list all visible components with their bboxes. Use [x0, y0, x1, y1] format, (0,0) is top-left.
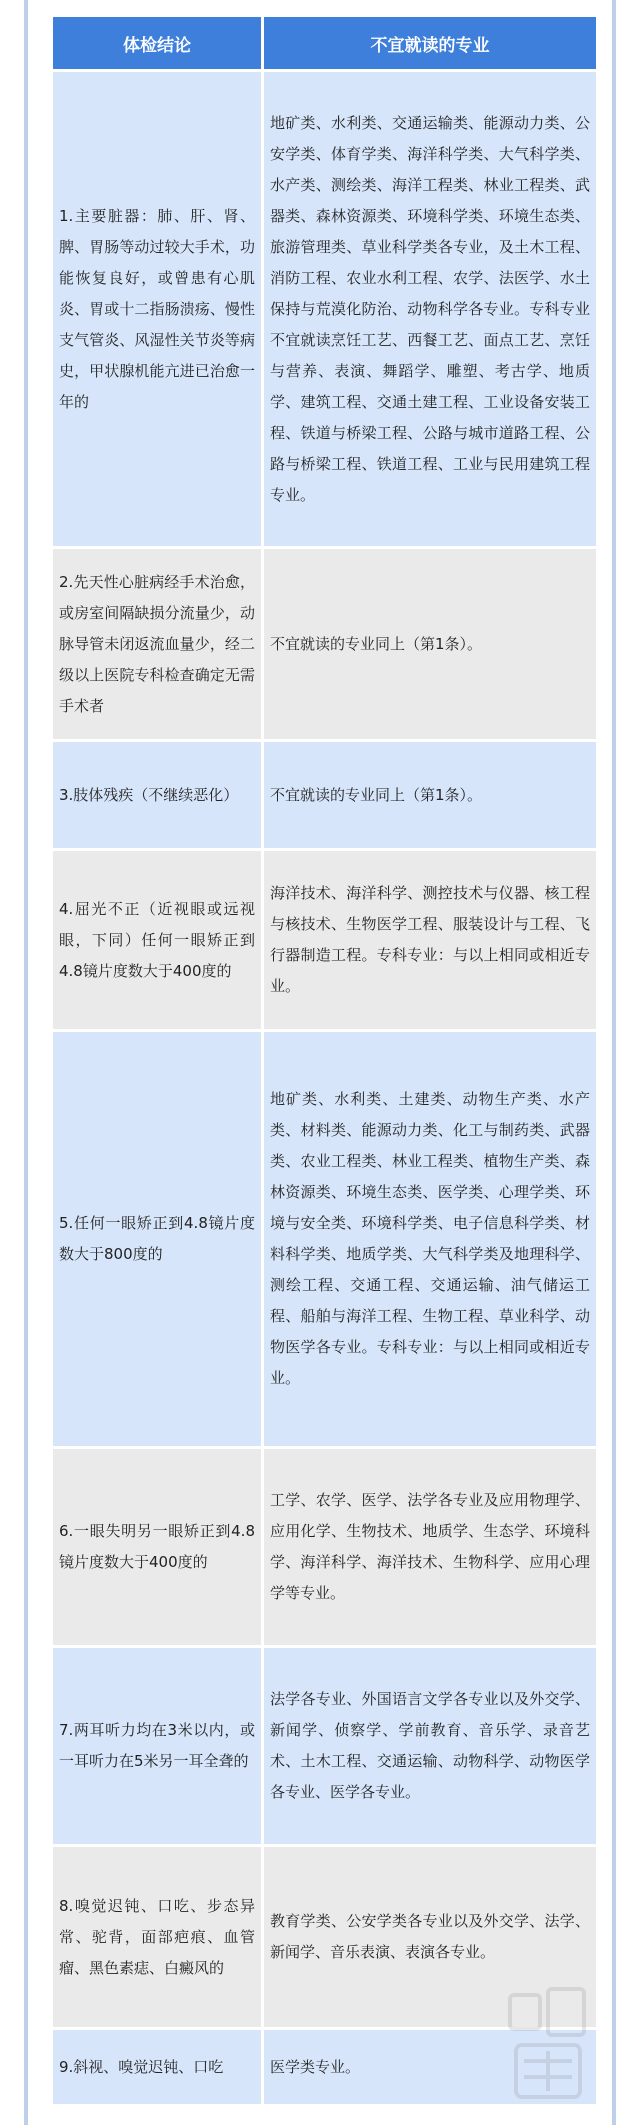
- table-row: [53, 549, 596, 739]
- row-majors: 医学类专业。: [264, 2030, 596, 2104]
- row-conclusion: 2.先天性心脏病经手术治愈，或房室间隔缺损分流量少，动脉导管未闭返流血量少，经二级以上医院专科检查确定无需手术者: [53, 549, 261, 739]
- row-majors: 教育学类、公安学类各专业以及外交学、法学、新闻学、音乐表演、表演各专业。: [264, 1847, 596, 2027]
- row-conclusion: 6.一眼失明另一眼矫正到4.8镜片度数大于400度的: [53, 1449, 261, 1645]
- row-conclusion: 4.屈光不正（近视眼或远视眼，下同）任何一眼矫正到4.8镜片度数大于400度的: [53, 851, 261, 1029]
- row-majors: 地矿类、水利类、交通运输类、能源动力类、公安学类、体育学类、海洋科学类、大气科学类、水产类、测绘类、海洋工程类、林业工程类、武器类、森林资源类、环境科学类、环境生态类、旅游管理类、草业科学类各专业，及土木工程、消防工程、农业水利工程、农学、法医学、水土保持与荒漠化防治、动物科学各专业。专科专业不宜就读烹饪工艺、西餐工艺、面点工艺、烹饪与营养、表演、舞蹈学、雕塑、考古学、地质学、建筑工程、交通土建工程、工业设备安装工程、铁道与桥梁工程、公路与城市道路工程、公路与桥梁工程、铁道工程、工业与民用建筑工程专业。: [264, 72, 596, 546]
- row-conclusion: 1.主要脏器：肺、肝、肾、脾、胃肠等动过较大手术，功能恢复良好，或曾患有心肌炎、胃或十二指肠溃疡、慢性支气管炎、风湿性关节炎等病史，甲状腺机能亢进已治愈一年的: [53, 72, 261, 546]
- right-border: [612, 0, 616, 2125]
- watermark-logo: [504, 1985, 594, 2105]
- row-conclusion: 5.任何一眼矫正到4.8镜片度数大于800度的: [53, 1032, 261, 1446]
- table-row: [53, 1648, 596, 1844]
- table-row: [53, 72, 596, 546]
- table-row: [53, 742, 596, 848]
- row-majors: 不宜就读的专业同上（第1条）。: [264, 742, 596, 848]
- row-majors: 工学、农学、医学、法学各专业及应用物理学、应用化学、生物技术、地质学、生态学、环境科学、海洋科学、海洋技术、生物科学、应用心理学等专业。: [264, 1449, 596, 1645]
- header-majors: 不宜就读的专业: [264, 17, 596, 69]
- header-conclusion: 体检结论: [53, 17, 261, 69]
- row-majors: 地矿类、水利类、土建类、动物生产类、水产类、材料类、能源动力类、化工与制药类、武器类、农业工程类、林业工程类、植物生产类、森林资源类、环境生态类、医学类、心理学类、环境与安全类、环境科学类、电子信息科学类、材料科学类、地质学类、大气科学类及地理科学、测绘工程、交通工程、交通运输、油气储运工程、船舶与海洋工程、生物工程、草业科学、动物医学各专业。专科专业：与以上相同或相近专业。: [264, 1032, 596, 1446]
- row-conclusion: 7.两耳听力均在3米以内，或一耳听力在5米另一耳全聋的: [53, 1648, 261, 1844]
- row-conclusion: 8.嗅觉迟钝、口吃、步态异常、驼背，面部疤痕、血管瘤、黑色素痣、白癜风的: [53, 1847, 261, 2027]
- table-row: [53, 851, 596, 1029]
- physical-exam-majors-table: [50, 14, 599, 2107]
- row-conclusion: 9.斜视、嗅觉迟钝、口吃: [53, 2030, 261, 2104]
- row-conclusion: 3.肢体残疾（不继续恶化）: [53, 742, 261, 848]
- table-row: [53, 1449, 596, 1645]
- table-row: [53, 1032, 596, 1446]
- row-majors: 不宜就读的专业同上（第1条）。: [264, 549, 596, 739]
- row-majors: 法学各专业、外国语言文学各专业以及外交学、新闻学、侦察学、学前教育、音乐学、录音艺术、土木工程、交通运输、动物科学、动物医学各专业、医学各专业。: [264, 1648, 596, 1844]
- table-header-row: [53, 17, 596, 69]
- row-majors: 海洋技术、海洋科学、测控技术与仪器、核工程与核技术、生物医学工程、服装设计与工程、飞行器制造工程。专科专业：与以上相同或相近专业。: [264, 851, 596, 1029]
- left-border: [24, 0, 28, 2125]
